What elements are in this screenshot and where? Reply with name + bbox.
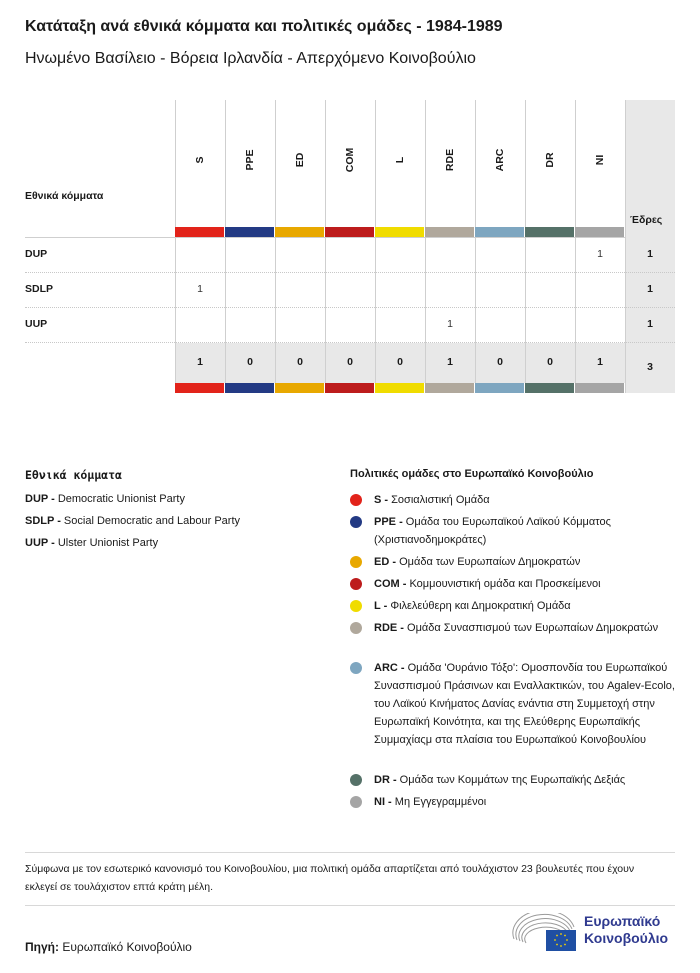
color-bar-s [175,383,224,393]
column-header-ni: NI [594,154,606,166]
footnote: Σύμφωνα με τον εσωτερικό κανονισμό του Κοινοβουλίου, μια πολιτική ομάδα απαρτίζεται από τουλάχιστον 23 βουλευτές που έχουν εκλεγεί σε τουλάχιστον επτά κράτη μέλη. [25,863,635,893]
column-header-l: L [394,156,406,164]
circle-icon [350,516,362,528]
legend-item-l: L - Φιλελεύθερη και Δημοκρατική Ομάδα [350,597,680,615]
divider [25,852,675,853]
column-header-ppe: PPE [244,149,256,171]
national-parties-legend-title: Εθνικά κόμματα [25,468,122,482]
color-bar-rde [425,227,474,237]
european-parliament-logo [512,913,682,953]
row-divider [25,307,675,308]
color-bar-s [175,227,224,237]
legend-item-uup: UUP - Ulster Unionist Party [25,537,159,549]
column-total: 0 [397,356,403,368]
seats-table [25,100,675,393]
legend-item-com: COM - Κομμουνιστική ομάδα και Προσκείμενοι [350,575,680,593]
column-header-s: S [194,156,206,164]
logo-text-line2: Κοινοβούλιο [584,930,669,946]
circle-icon [350,556,362,568]
table-cell: 1 [597,248,603,260]
parliament-hemicycle-icon [512,913,578,953]
column-header-dr: DR [544,152,556,168]
column-total: 1 [597,356,603,368]
legend-item-ed: ED - Ομάδα των Ευρωπαίων Δημοκρατών [350,553,680,571]
color-bar-dr [525,227,574,237]
page-title: Κατάταξη ανά εθνικά κόμματα και πολιτικές ομάδες - 1984-1989 [25,18,503,35]
circle-icon [350,662,362,674]
color-bar-arc [475,227,524,237]
column-header-arc: ARC [494,148,506,172]
column-total: 1 [447,356,453,368]
legend-item-s: S - Σοσιαλιστική Ομάδα [350,491,680,509]
logo-text-line1: Ευρωπαϊκό [584,913,661,929]
column-header-com: COM [344,147,356,173]
color-bar-l [375,383,424,393]
column-total: 1 [197,356,203,368]
row-label-sdlp: SDLP [25,283,54,295]
color-bar-arc [475,383,524,393]
color-bar-ed [275,227,324,237]
color-bar-ni [575,227,624,237]
row-total: 1 [647,318,653,330]
grand-total: 3 [647,361,653,373]
legend-item-ppe: PPE - Ομάδα του Ευρωπαϊκού Λαϊκού Κόμματος (Χριστιανοδημοκράτες) [350,513,680,549]
color-bar-ppe [225,227,274,237]
legend-item-dup: DUP - Democratic Unionist Party [25,493,185,505]
row-total: 1 [647,248,653,260]
color-bar-com [325,383,374,393]
color-bar-dr [525,383,574,393]
circle-icon [350,622,362,634]
circle-icon [350,774,362,786]
legend-item-sdlp: SDLP - Social Democratic and Labour Party [25,515,241,527]
color-bar-rde [425,383,474,393]
row-divider [25,272,675,273]
header-divider [25,237,625,238]
legend-item-ni: NI - Μη Εγγεγραμμένοι [350,793,680,811]
circle-icon [350,494,362,506]
grid-line [625,100,626,393]
legend-item-rde: RDE - Ομάδα Συνασπισμού των Ευρωπαίων Δημοκρατών [350,619,680,637]
column-total: 0 [497,356,503,368]
page-subtitle: Ηνωμένο Βασίλειο - Βόρεια Ιρλανδία - Απερχόμενο Κοινοβούλιο [25,50,476,67]
column-header-ed: ED [294,152,306,168]
color-bar-l [375,227,424,237]
column-header-rde: RDE [444,148,456,172]
legend-item-dr: DR - Ομάδα των Κομμάτων της Ευρωπαϊκής Δεξιάς [350,771,680,789]
column-total: 0 [347,356,353,368]
color-bar-ppe [225,383,274,393]
column-total: 0 [247,356,253,368]
row-total: 1 [647,283,653,295]
totals-header: Έδρες [630,214,663,226]
row-label-uup: UUP [25,318,48,330]
circle-icon [350,796,362,808]
row-header-label: Εθνικά κόμματα [25,190,104,202]
column-total: 0 [547,356,553,368]
row-label-dup: DUP [25,248,48,260]
column-total: 0 [297,356,303,368]
color-bar-ed [275,383,324,393]
totals-column-bg [625,100,675,393]
legend-item-arc: ARC - Ομάδα 'Ουράνιο Τόξο': Ομοσπονδία του Ευρωπαϊκού Συνασπισμού Πράσινων και Εναλλακτικών, του Agalev-Ecolo, του Λαϊκού Κινήματος Δανίας ενάντια στη Συμμετοχή στην Ευρωπαϊκή Κοινότητα, και της Ελεύθερης Ευρωπαϊκής Συμμαχίαςμ στα πλαίσια του Ευρωπαϊκού Κοινοβουλίου [350,659,680,749]
circle-icon [350,578,362,590]
table-cell: 1 [197,283,203,295]
source-line: Πηγή: Ευρωπαϊκό Κοινοβούλιο [25,940,192,954]
divider [25,905,675,906]
political-groups-legend-title: Πολιτικές ομάδες στο Ευρωπαϊκό Κοινοβούλιο [350,468,594,480]
table-cell: 1 [447,318,453,330]
row-divider [25,342,675,343]
color-bar-com [325,227,374,237]
circle-icon [350,600,362,612]
color-bar-ni [575,383,624,393]
